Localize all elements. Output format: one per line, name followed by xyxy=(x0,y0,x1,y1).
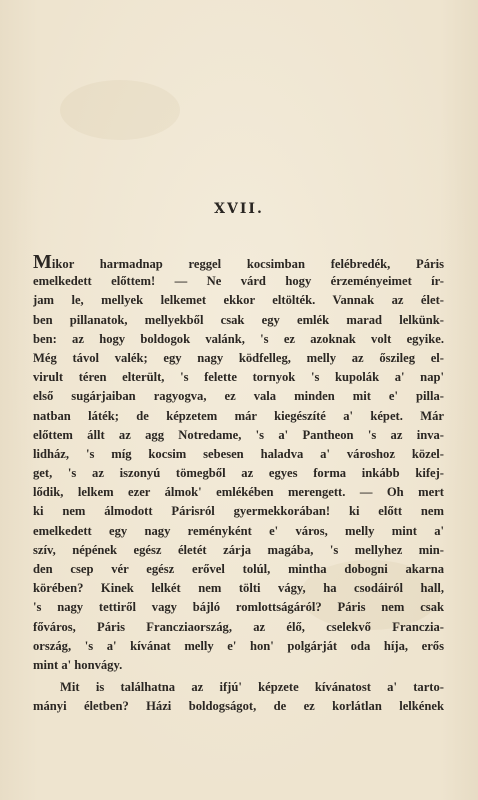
text-line: mint a' honvágy. xyxy=(33,657,123,672)
text-line: ben: az hogy boldogok valánk, 's ez azoknak volt egyike. xyxy=(33,331,444,346)
text-line: első sugárjaiban ragyogva, ez vala minden mit e' pilla- xyxy=(33,389,444,404)
chapter-heading: XVII. xyxy=(214,201,264,217)
text-line: főváros, Páris Francziaország, az élő, cselekvő Franczia- xyxy=(33,619,444,634)
paper-stain xyxy=(60,80,180,140)
text-line: Mikor harmadnap reggel kocsimban felébredék, Páris xyxy=(33,253,444,273)
text-line: jam le, mellyek lelkemet ekkor eltölték. Vannak az élet- xyxy=(33,293,444,308)
text-line: Mit is találhatna az ifjú' képzete kívánatost a' tarto- xyxy=(60,680,444,694)
text-line: körében? Kinek lelkét nem tölti vágy, ha csodáiról hall, xyxy=(33,581,444,596)
text-line: den csep vér egész erővel tolúl, mintha dobogni akarna xyxy=(33,562,444,576)
text-line: ki nem álmodott Párisról gyermekkorában! ki előtt nem xyxy=(33,504,444,519)
text-line: előttem állt az agg Notredame, 's a' Pantheon 's az inva- xyxy=(33,427,444,442)
text-line: emelkedett előttem! — Ne várd hogy érzeményeimet ír- xyxy=(33,274,444,289)
text-line: 's nagy tettiről vagy bájló romlottságáról? Páris nem csak xyxy=(33,600,444,615)
text-line: Még távol valék; egy nagy ködfelleg, melly az őszileg el- xyxy=(33,350,444,365)
drop-cap: M xyxy=(33,253,52,273)
text-line: virult téren elterült, 's felette tornyok 's kupolák a' nap' xyxy=(33,370,444,385)
text-line: szív, népének egész életét zárja magába, 's mellyhez min- xyxy=(33,542,444,557)
text-line: mányi életben? Házi boldogságot, de ez korlátlan lelkének xyxy=(33,699,444,714)
text-line: ben pillanatok, mellyekből csak egy emlék marad lelkünk- xyxy=(33,312,444,327)
text-line: lidház, 's míg kocsim sebesen haladva a' városhoz közel- xyxy=(33,446,444,461)
text-line: emelkedett egy nagy reményként e' város, melly mint a' xyxy=(33,523,444,538)
paragraph-2 xyxy=(33,678,444,716)
text-line: lődik, lelkem ezer álmok' emlékében merengett. — Oh mert xyxy=(33,485,444,500)
text-line: ország, 's a' kívánat melly e' hon' polgárját oda híja, erős xyxy=(33,638,444,653)
paragraph-1 xyxy=(33,253,444,675)
text-line: get, 's az iszonyú tömegből az egyes forma inkább kifej- xyxy=(33,466,444,481)
text-line: natban láték; de képzetem már kiegészíté a' képet. Már xyxy=(33,408,444,423)
